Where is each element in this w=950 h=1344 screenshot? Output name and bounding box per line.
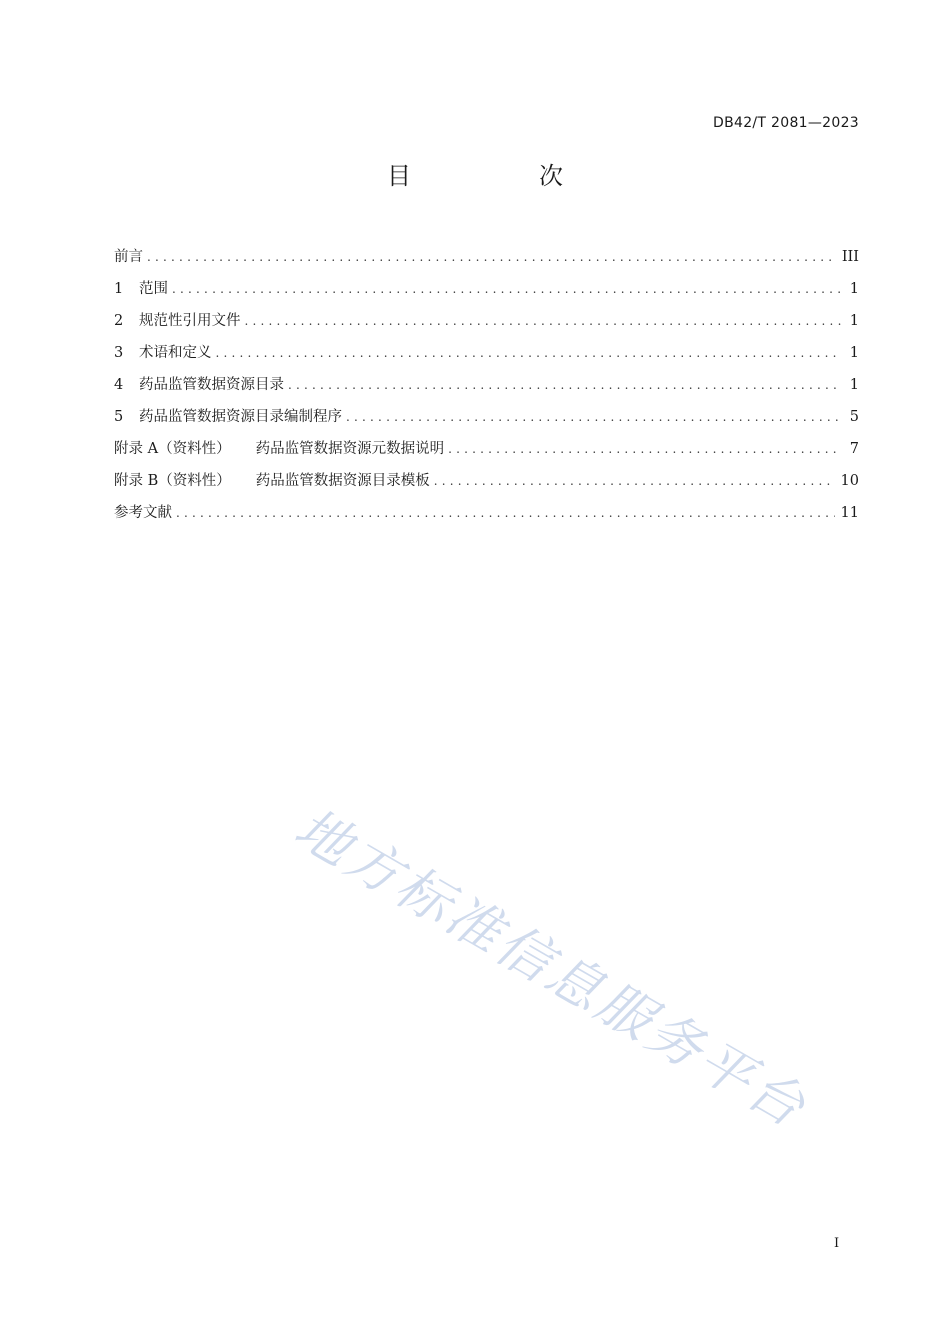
- page-title: 目 次: [387, 162, 615, 190]
- toc-entry-page: 1: [849, 281, 859, 297]
- toc-leader-dots: [434, 468, 835, 494]
- toc-entry-label: 规范性引用文件: [139, 313, 241, 329]
- toc-entry-page: 1: [849, 313, 859, 329]
- toc-entry-label: 参考文献: [114, 505, 172, 521]
- toc-entry-terms-definitions[interactable]: [114, 340, 859, 372]
- toc-leader-dots: [176, 500, 835, 526]
- watermark: 地方标准信息服务平台: [284, 795, 819, 1141]
- toc-entry-page: 1: [849, 345, 859, 361]
- toc-entry-number: 3: [114, 345, 124, 361]
- toc-leader-dots: [346, 404, 841, 430]
- toc-leader-dots: [448, 436, 841, 462]
- table-of-contents: [114, 244, 859, 532]
- toc-entry-page: 11: [840, 505, 859, 521]
- toc-entry-number: 1: [114, 281, 124, 297]
- toc-entry-bibliography[interactable]: [114, 500, 859, 532]
- toc-entry-scope[interactable]: [114, 276, 859, 308]
- toc-entry-label: 术语和定义: [139, 345, 212, 361]
- toc-entry-label: 附录 B（资料性）: [114, 473, 231, 489]
- toc-leader-dots: [288, 372, 841, 398]
- toc-entry-label: 药品监管数据资源目录: [139, 377, 284, 393]
- toc-entry-appendix-b[interactable]: [114, 468, 859, 500]
- toc-entry-subtitle: 药品监管数据资源目录模板: [255, 473, 430, 489]
- toc-entry-label: 药品监管数据资源目录编制程序: [139, 409, 342, 425]
- toc-entry-page: 5: [849, 409, 859, 425]
- toc-leader-dots: [216, 340, 842, 366]
- toc-entry-page: 10: [840, 473, 859, 489]
- toc-leader-dots: [147, 244, 836, 270]
- toc-entry-preface[interactable]: [114, 244, 859, 276]
- toc-entry-data-catalog[interactable]: [114, 372, 859, 404]
- document-code: DB42/T 2081—2023: [713, 115, 859, 131]
- toc-entry-page: 1: [849, 377, 859, 393]
- toc-entry-subtitle: 药品监管数据资源元数据说明: [255, 441, 445, 457]
- toc-entry-appendix-a[interactable]: [114, 436, 859, 468]
- page-number: I: [834, 1236, 840, 1251]
- toc-leader-dots: [172, 276, 841, 302]
- toc-entry-number: 4: [114, 377, 124, 393]
- toc-entry-normative-references[interactable]: [114, 308, 859, 340]
- toc-entry-page: III: [841, 249, 859, 265]
- toc-entry-page: 7: [849, 441, 859, 457]
- toc-entry-label: 前言: [114, 249, 143, 265]
- toc-entry-label: 附录 A（资料性）: [114, 441, 231, 457]
- toc-leader-dots: [245, 308, 842, 334]
- toc-entry-number: 2: [114, 313, 124, 329]
- toc-entry-number: 5: [114, 409, 124, 425]
- toc-entry-label: 范围: [139, 281, 168, 297]
- toc-entry-catalog-procedure[interactable]: [114, 404, 859, 436]
